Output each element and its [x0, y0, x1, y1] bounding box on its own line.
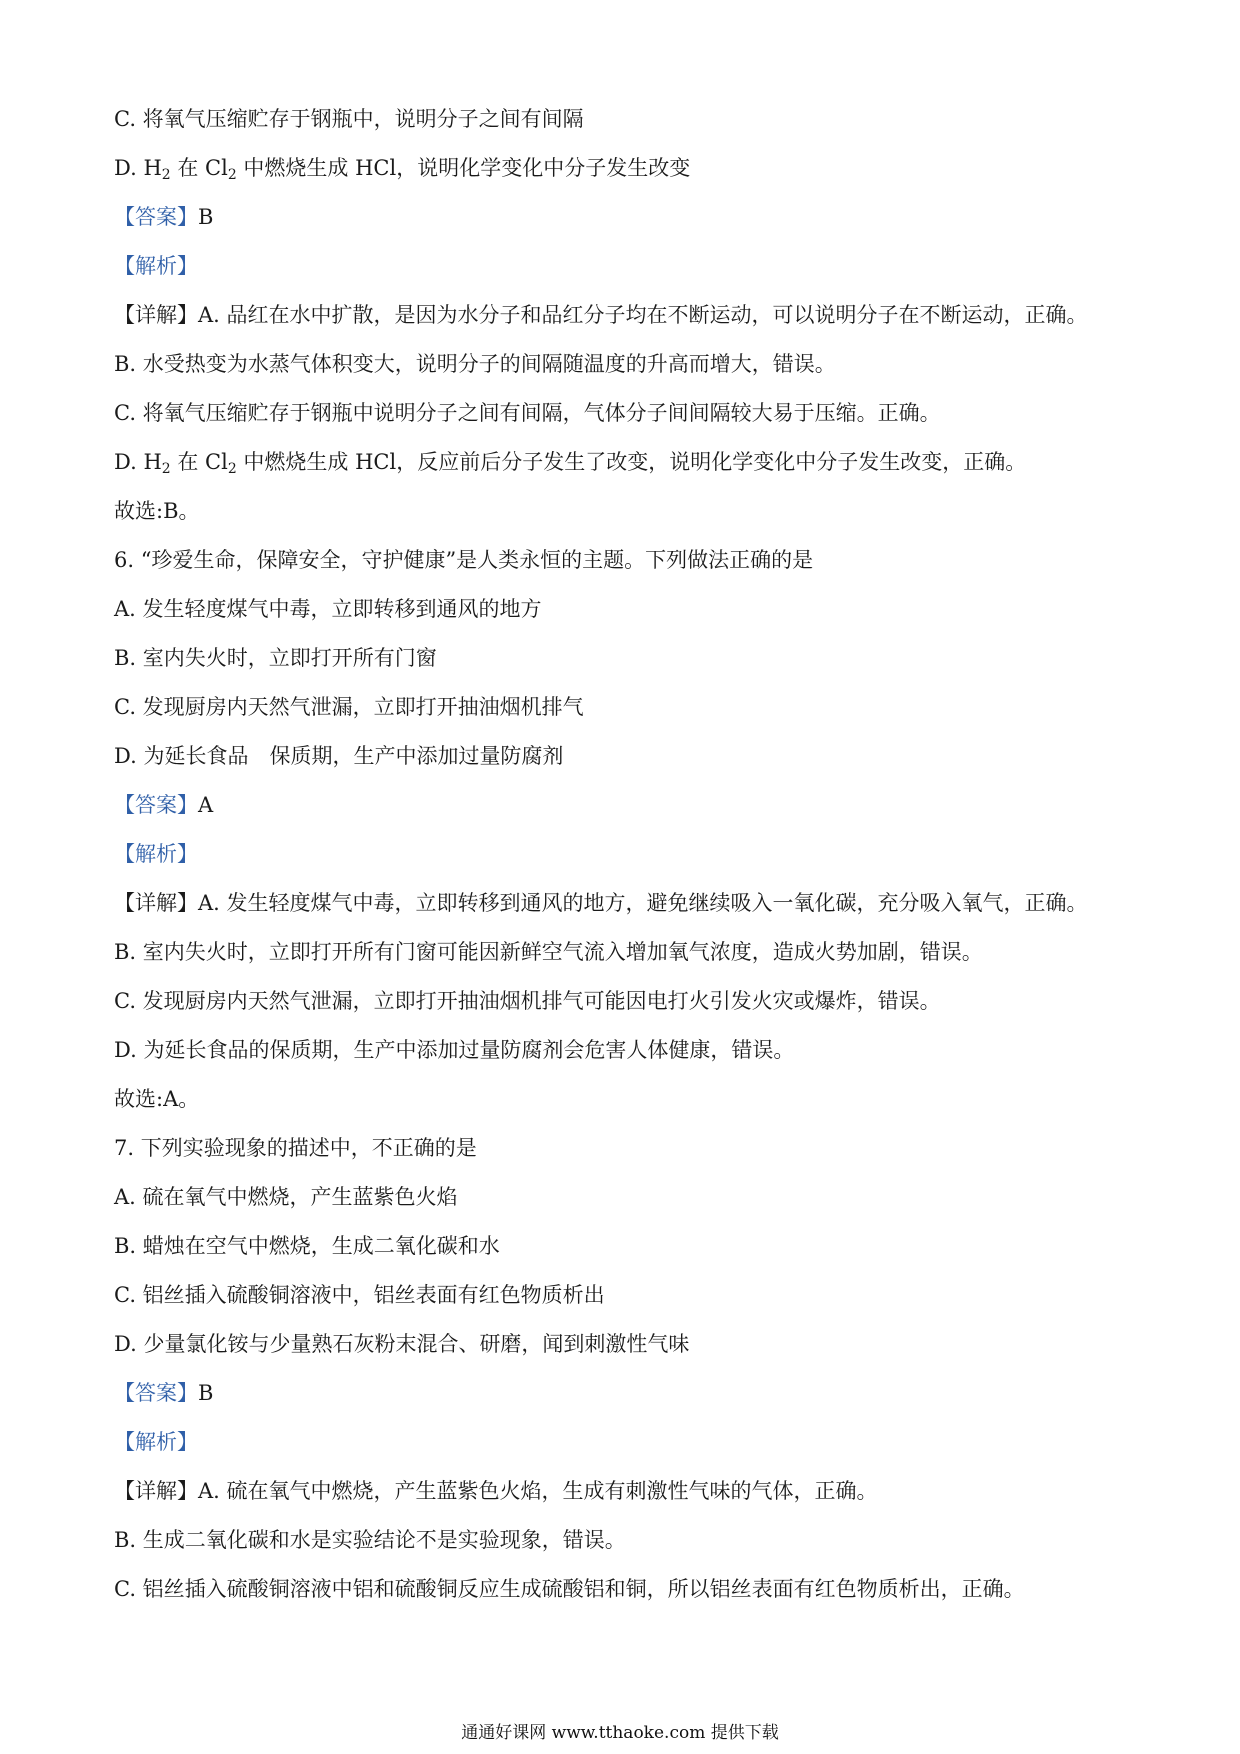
formula-part: 中燃烧生成 HCl，反应前后分子发生了改变，说明化学变化中分子发生改变，正确。 [236, 450, 1027, 474]
option-line: A. 硫在氧气中燃烧，产生蓝紫色火焰 [114, 1185, 458, 1209]
option-line: C. 铝丝插入硫酸铜溶液中，铝丝表面有红色物质析出 [114, 1283, 605, 1307]
text-line: C. 将氧气压缩贮存于钢瓶中说明分子之间有间隔，气体分子间间隔较大易于压缩。正确。 [114, 401, 941, 425]
text-line: 故选:B。 [114, 499, 200, 523]
answer-line [114, 791, 213, 819]
option-line: D. 少量氯化铵与少量熟石灰粉末混合、研磨，闻到刺激性气味 [114, 1332, 690, 1356]
option-line: C. 发现厨房内天然气泄漏，立即打开抽油烟机排气 [114, 695, 584, 719]
formula-line [114, 154, 690, 189]
analysis-line [114, 840, 198, 868]
analysis-tag: 【解析】 [114, 842, 198, 866]
text-line: B. 水受热变为水蒸气体积变大，说明分子的间隔随温度的升高而增大，错误。 [114, 352, 836, 376]
answer-line [114, 203, 213, 231]
answer-value: B [198, 1381, 214, 1405]
answer-tag: 【答案】 [114, 205, 198, 229]
analysis-line [114, 1428, 198, 1456]
answer-tag: 【答案】 [114, 1381, 198, 1405]
subscript: 2 [161, 167, 171, 183]
answer-value: B [198, 205, 214, 229]
text-line: 【详解】A. 硫在氧气中燃烧，产生蓝紫色火焰，生成有刺激性气味的气体，正确。 [114, 1479, 878, 1503]
text-line: C. 铝丝插入硫酸铜溶液中铝和硫酸铜反应生成硫酸铝和铜，所以铝丝表面有红色物质析出，正确。 [114, 1577, 1025, 1601]
option-line: A. 发生轻度煤气中毒，立即转移到通风的地方 [114, 597, 542, 621]
answer-line [114, 1379, 213, 1407]
question-line: 7. 下列实验现象的描述中，不正确的是 [114, 1136, 477, 1160]
subscript: 2 [161, 461, 171, 477]
text-line: B. 室内失火时，立即打开所有门窗可能因新鲜空气流入增加氧气浓度，造成火势加剧，错误。 [114, 940, 983, 964]
text-line: C. 发现厨房内天然气泄漏，立即打开抽油烟机排气可能因电打火引发火灾或爆炸，错误。 [114, 989, 941, 1013]
text-line: B. 生成二氧化碳和水是实验结论不是实验现象，错误。 [114, 1528, 626, 1552]
analysis-tag: 【解析】 [114, 1430, 198, 1454]
text-line: C. 将氧气压缩贮存于钢瓶中，说明分子之间有间隔 [114, 107, 584, 131]
text-line: 【详解】A. 品红在水中扩散，是因为水分子和品红分子均在不断运动，可以说明分子在不断运动，正确。 [114, 303, 1088, 327]
answer-tag: 【答案】 [114, 793, 198, 817]
text-line: 故选:A。 [114, 1087, 200, 1111]
formula-part: D. H [114, 156, 162, 180]
subscript: 2 [227, 167, 237, 183]
option-line: D. 为延长食品 保质期，生产中添加过量防腐剂 [114, 744, 564, 768]
page-footer: 通通好课网 www.tthaoke.com 提供下载 [461, 1723, 779, 1743]
analysis-tag: 【解析】 [114, 254, 198, 278]
analysis-line [114, 252, 198, 280]
text-line: 【详解】A. 发生轻度煤气中毒，立即转移到通风的地方，避免继续吸入一氧化碳，充分吸入氧气，正确。 [114, 891, 1088, 915]
option-line: B. 室内失火时，立即打开所有门窗 [114, 646, 437, 670]
formula-part: 在 Cl [170, 156, 228, 180]
answer-value: A [198, 793, 214, 817]
text-line: D. 为延长食品的保质期，生产中添加过量防腐剂会危害人体健康，错误。 [114, 1038, 795, 1062]
question-line: 6. “珍爱生命，保障安全，守护健康”是人类永恒的主题。下列做法正确的是 [114, 548, 814, 572]
subscript: 2 [227, 461, 237, 477]
formula-part: 在 Cl [170, 450, 228, 474]
formula-line [114, 448, 1026, 483]
option-line: B. 蜡烛在空气中燃烧，生成二氧化碳和水 [114, 1234, 500, 1258]
formula-part: 中燃烧生成 HCl，说明化学变化中分子发生改变 [236, 156, 691, 180]
formula-part: D. H [114, 450, 162, 474]
